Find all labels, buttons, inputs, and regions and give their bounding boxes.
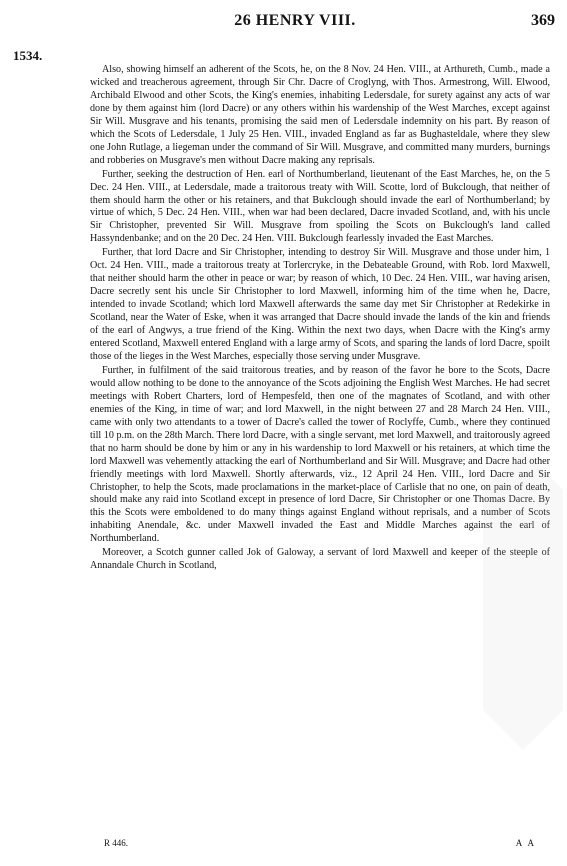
paragraph: Further, in fulfilment of the said traitorous treaties, and by reason of the favor he bore to the Scots, Dacre would allow nothing to be done to the annoyance of the Scots adjoining the English West Marches. He had secret meetings with Robert Charters, lord of Hempesfeld, then one of the magnates of Scotland, and with other enemies of the King, in time of war; and lord Maxwell, in the night between 27 and 28 March 24 Hen. VIII., came with only two attendants to a tower of Dacre's called the tower of Roclyffe, Cumb., where they continued till 10 p.m. on the 28th March. There lord Dacre, with a single servant, met lord Maxwell, and traitorously agreed that no harm should be done by him or any in his wardenship to lord Maxwell or his retainers, at which time the lord Maxwell was vehemently attacking the earl of Northumberland and Sir Will. Musgrave; and Dacre had other friendly meetings with lord Maxwell. Shortly afterwards, viz., 12 April 24 Hen. VIII., lord Dacre and Sir Christopher, to help the Scots, made proclamations in the market-place of Carlisle that no one, on pain of death, should make any raid into Scotland except in presence of lord Dacre, Sir Christopher or one Thomas Dacre. By this the Scots were emboldened to do many things against England without reprisals, and a number of Scots inhabiting Anendale, &c. under Maxwell invaded the East and Middle Marches against the earl of Northumberland. — [90, 364, 550, 545]
signature-mark-left: R 446. — [104, 838, 129, 848]
page-number: 369 — [531, 12, 555, 29]
running-title: 26 HENRY VIII. — [234, 12, 356, 29]
paragraph: Further, seeking the destruction of Hen. earl of Northumberland, lieutenant of the East Marches, he, on the 5 Dec. 24 Hen. VIII., at Ledersdale, made a traitorous treaty with Will. Scotte, lord of Bukclough, that neither of them should harm the other or his retainers, and that Bukclough should invade the earl of Northumberland; by virtue of which, 5 Dec. 24 Hen. VIII., when war had been declared, Dacre invaded Scotland, and, with his uncle Sir Christopher, prevented Sir Will. Musgrave from spoiling the Scots on Bukclough's land called Hassyndenbanke; and on the 20 Dec. 24 Hen. VIII. Bukclough fearlessly invaded the East Marches. — [90, 168, 550, 245]
page-footer — [90, 838, 550, 852]
paragraph: Also, showing himself an adherent of the Scots, he, on the 8 Nov. 24 Hen. VIII., at Arthureth, Cumb., made a wicked and treacherous agreement, through Sir Chr. Dacre of Croglyng, with Thos. Armestrong, Will. Elwood, Archibald Elwood and other Scots, the King's enemies, inhabiting Ledersdale, for surety against any acts of war done by them against him (lord Dacre) or any others within his wardenship of the West Marches, except against Sir Will. Musgrave and his tenants, promising the said men of Ledersdale indemnity on his part. By reason of which the Scots of Ledersdale, 1 July 25 Hen. VIII., invaded England as far as Bughasteldale, where they slew one John Rutlage, a liegeman under the command of Sir Will. Musgrave, and committed many murders, burnings and robberies on Musgrave's men without Dacre making any reprisals. — [90, 64, 550, 166]
main-text — [90, 64, 550, 574]
running-header — [0, 12, 567, 34]
signature-mark-right: A A — [515, 838, 536, 848]
paragraph: Further, that lord Dacre and Sir Christopher, intending to destroy Sir Will. Musgrave and those under him, 1 Oct. 24 Hen. VIII., made a traitorous treaty at Torlercryke, in the Debateable Ground, with Rob. lord Maxwell, that neither should harm the other in peace or war; by reason of which, 10 Dec. 24 Hen. VIII., war having arisen, Dacre secretly sent his uncle Sir Christopher to lord Maxwell, informing him of the time when he, Dacre, intended to invade Scotland; which lord Maxwell afterwards the same day met Sir Christopher at Redekirke in Scotland, near the Water of Eske, when it was arranged that Dacre should invade the lands of the kin and friends of the earl of Angwys, a true friend of the King. Within the next two days, when Dacre with the King's army entered Scotland, Maxwell entered England with a large army of Scots, and sparing the lands of lord Dacre, spoilt those of the lieges in the West Marches, especially those serving under Musgrave. — [90, 247, 550, 362]
year-margin-label: 1534. — [13, 48, 43, 63]
paragraph: Moreover, a Scotch gunner called Jok of Galoway, a servant of lord Maxwell and keeper of the steeple of Annandale Church in Scotland, — [90, 547, 550, 572]
